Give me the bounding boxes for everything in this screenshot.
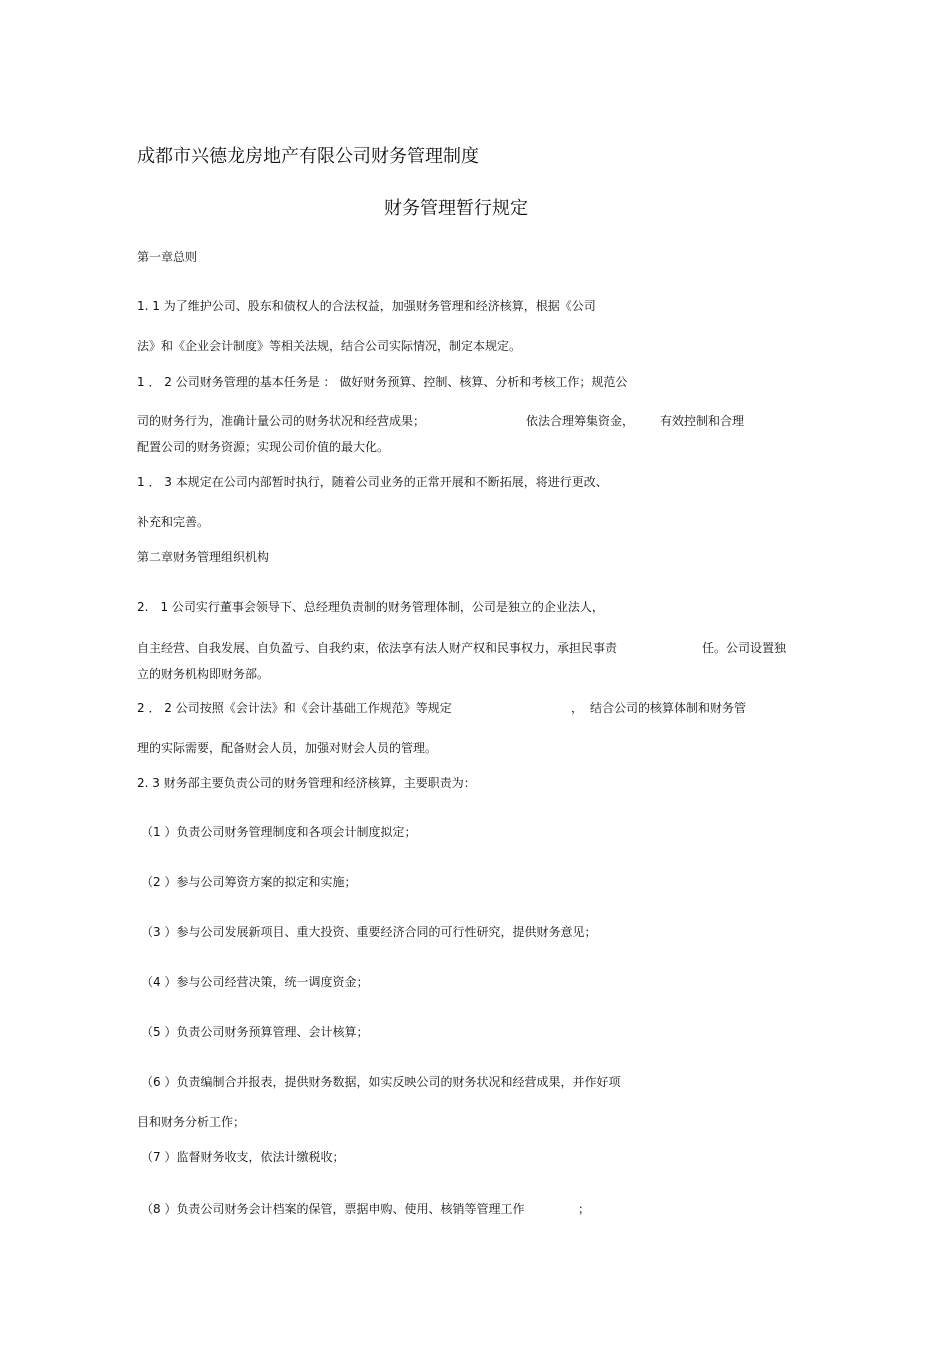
paragraph-line: 立的财务机构即财务部。 bbox=[137, 667, 270, 681]
paragraph-line: 2 ． 2 公司按照《会计法》和《会计基础工作规范》等规定 bbox=[137, 701, 452, 715]
list-item: （1 ）负责公司财务管理制度和各项会计制度拟定； bbox=[141, 825, 417, 839]
paragraph-line: 自主经营、自我发展、自负盈亏、自我约束，依法享有法人财产权和民事权力，承担民事责 bbox=[137, 641, 618, 655]
paragraph-line: 1 ． 3 本规定在公司内部暂时执行，随着公司业务的正常开展和不断拓展，将进行更改、 bbox=[137, 475, 608, 489]
list-item: （6 ）负责编制合并报表，提供财务数据，如实反映公司的财务状况和经营成果，并作好项 bbox=[141, 1075, 621, 1089]
paragraph-line: 结合公司的核算体制和财务管 bbox=[590, 701, 747, 715]
list-item: （5 ）负责公司财务预算管理、会计核算； bbox=[141, 1025, 369, 1039]
list-item: （2 ）参与公司筹资方案的拟定和实施； bbox=[141, 875, 357, 889]
paragraph-line: 理的实际需要，配备财会人员，加强对财会人员的管理。 bbox=[137, 741, 438, 755]
paragraph-line: 法》和《企业会计制度》等相关法规，结合公司实际情况，制定本规定。 bbox=[137, 339, 522, 353]
chapter-2-heading: 第二章财务管理组织机构 bbox=[137, 550, 270, 564]
paragraph-line: 有效控制和合理 bbox=[660, 414, 745, 428]
list-item: （3 ）参与公司发展新项目、重大投资、重要经济合同的可行性研究，提供财务意见； bbox=[141, 925, 597, 939]
paragraph-line: 1 ． 2 公司财务管理的基本任务是 ： 做好财务预算、控制、核算、分析和考核工作；规范公 bbox=[137, 375, 628, 389]
document-title: 成都市兴德龙房地产有限公司财务管理制度 bbox=[137, 146, 479, 167]
list-item: （8 ）负责公司财务会计档案的保管，票据申购、使用、核销等管理工作 bbox=[141, 1202, 525, 1216]
chapter-1-heading: 第一章总则 bbox=[137, 250, 198, 264]
paragraph-line: 司的财务行为，准确计量公司的财务状况和经营成果； bbox=[137, 414, 426, 428]
paragraph-line: 2. 3 财务部主要负责公司的财务管理和经济核算，主要职责为： bbox=[137, 776, 476, 790]
list-item: （4 ）参与公司经营决策，统一调度资金； bbox=[141, 975, 369, 989]
paragraph-line: 依法合理筹集资金， bbox=[526, 414, 635, 428]
document-subtitle: 财务管理暂行规定 bbox=[384, 198, 528, 219]
list-item-tail: ； bbox=[578, 1202, 591, 1216]
paragraph-line: 配置公司的财务资源；实现公司价值的最大化。 bbox=[137, 440, 390, 454]
paragraph-line: ， bbox=[571, 701, 584, 715]
paragraph-line: 2. 1 公司实行董事会领导下、总经理负责制的财务管理体制，公司是独立的企业法人， bbox=[137, 600, 604, 614]
list-item-continuation: 目和财务分析工作； bbox=[137, 1115, 246, 1129]
paragraph-line: 1. 1 为了维护公司、股东和债权人的合法权益，加强财务管理和经济核算，根据《公司 bbox=[137, 299, 596, 313]
paragraph-line: 任。公司设置独 bbox=[702, 641, 787, 655]
list-item: （7 ）监督财务收支，依法计缴税收； bbox=[141, 1150, 345, 1164]
paragraph-line: 补充和完善。 bbox=[137, 515, 210, 529]
